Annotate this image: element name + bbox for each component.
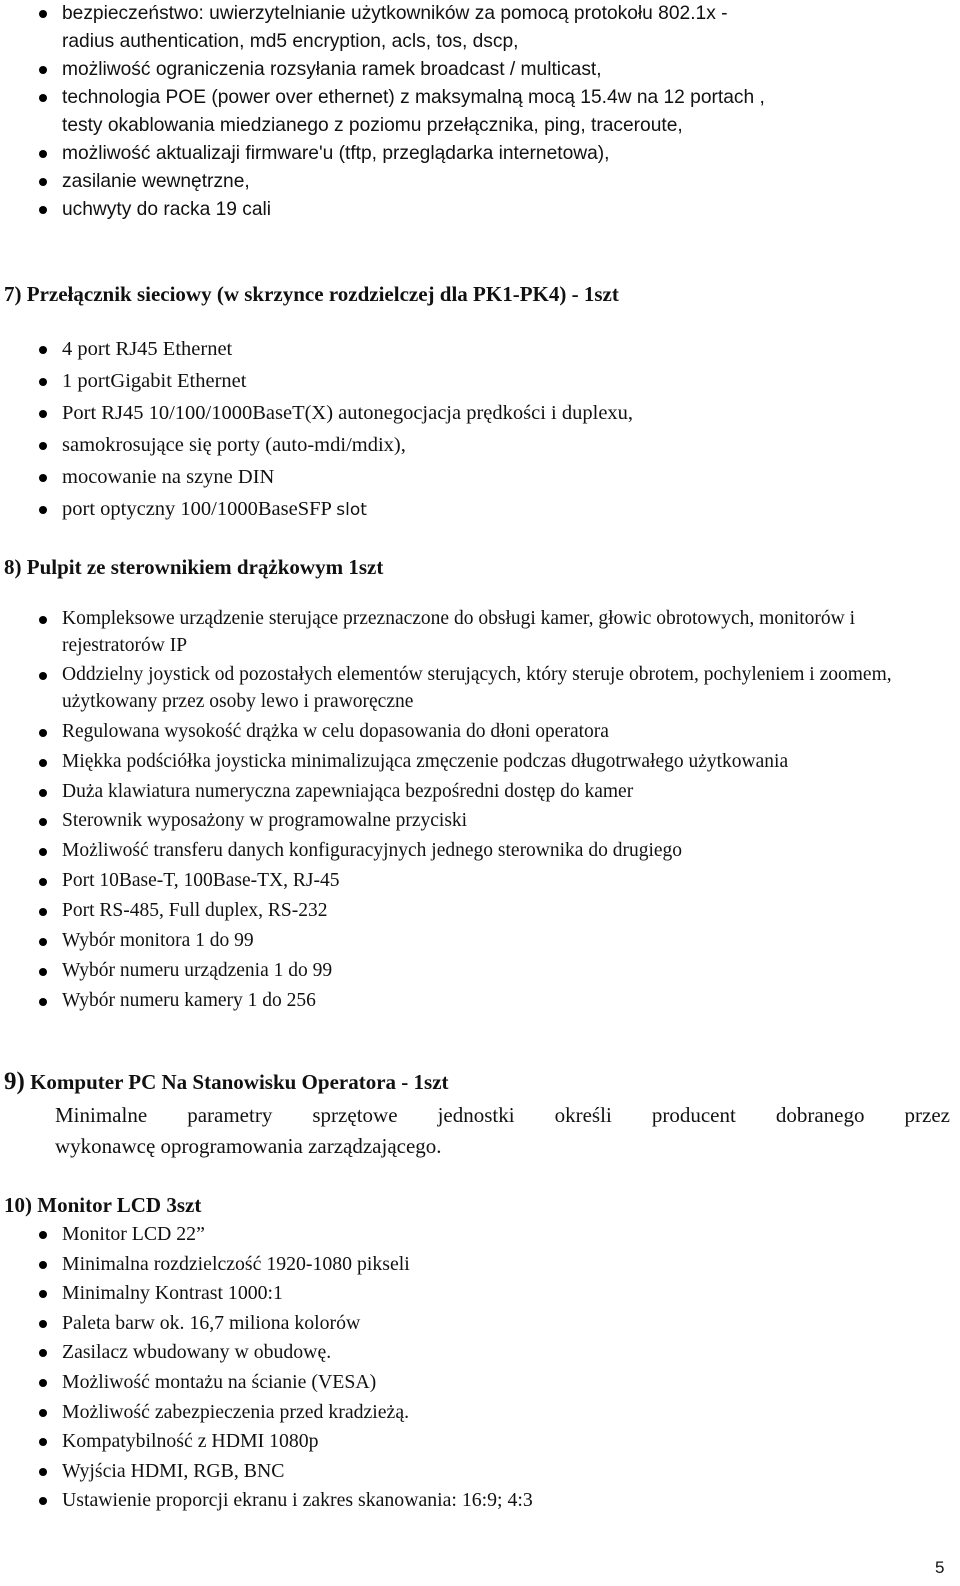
- list-item: Miękka podściółka joysticka minimalizująca zmęczenie podczas długotrwałego użytkowania: [62, 749, 942, 776]
- list-item: możliwość aktualizaji firmware'u (tftp, przeglądarka internetowa),: [62, 140, 952, 168]
- list-item: 1 portGigabit Ethernet: [62, 365, 942, 397]
- paragraph-line: Minimalne parametry sprzętowe jednostki określi producent dobranego przez: [55, 1103, 950, 1127]
- section-9-number: 9): [4, 1068, 25, 1095]
- list-item: uchwyty do racka 19 cali: [62, 196, 952, 224]
- list-item-text: port optyczny 100/1000BaseSFP: [62, 498, 332, 520]
- list-item: Paleta barw ok. 16,7 miliona kolorów: [62, 1309, 942, 1339]
- section-10-heading: 10) Monitor LCD 3szt: [4, 1193, 202, 1217]
- list-item: Wyjścia HDMI, RGB, BNC: [62, 1457, 942, 1487]
- list-item: Minimalna rozdzielczość 1920-1080 pikseli: [62, 1250, 942, 1280]
- list-item: Wybór monitora 1 do 99: [62, 928, 942, 955]
- list-item: technologia POE (power over ethernet) z maksymalną mocą 15.4w na 12 portach ,: [62, 84, 952, 112]
- list-item: Regulowana wysokość drążka w celu dopasowania do dłoni operatora: [62, 719, 942, 746]
- list-item: zasilanie wewnętrzne,: [62, 168, 952, 196]
- list-item: Port RS-485, Full duplex, RS-232: [62, 898, 942, 925]
- list-item: Duża klawiatura numeryczna zapewniająca bezpośredni dostęp do kamer: [62, 779, 942, 806]
- section-8-heading: 8) Pulpit ze sterownikiem drążkowym 1szt: [4, 555, 384, 579]
- list-item: Możliwość zabezpieczenia przed kradzieżą.: [62, 1398, 942, 1428]
- list-item: Port RJ45 10/100/1000BaseT(X) autonegocjacja prędkości i duplexu,: [62, 397, 942, 429]
- list-item: Port 10Base-T, 100Base-TX, RJ-45: [62, 868, 942, 895]
- list-item: Ustawienie proporcji ekranu i zakres skanowania: 16:9; 4:3: [62, 1486, 942, 1516]
- section-9-heading: [4, 1068, 449, 1096]
- list-item: Sterownik wyposażony w programowalne przyciski: [62, 808, 942, 835]
- list-item: Wybór numeru urządzenia 1 do 99: [62, 958, 942, 985]
- section-a-list: [62, 0, 952, 224]
- list-item: Możliwość transferu danych konfiguracyjnych jednego sterownika do drugiego: [62, 838, 942, 865]
- list-item: testy okablowania miedzianego z poziomu przełącznika, ping, traceroute,: [62, 115, 683, 136]
- list-item: Minimalny Kontrast 1000:1: [62, 1279, 942, 1309]
- page-number: 5: [935, 1558, 945, 1577]
- list-item: Monitor LCD 22”: [62, 1220, 942, 1250]
- list-item: Wybór numeru kamery 1 do 256: [62, 988, 942, 1015]
- list-item: 4 port RJ45 Ethernet: [62, 333, 942, 365]
- list-item-suffix: slot: [336, 500, 367, 520]
- section-7-list: [62, 333, 942, 526]
- list-item: możliwość ograniczenia rozsyłania ramek broadcast / multicast,: [62, 56, 952, 84]
- list-item: [62, 493, 942, 526]
- section-9-title: Komputer PC Na Stanowisku Operatora - 1szt: [30, 1070, 449, 1094]
- list-item: Kompleksowe urządzenie sterujące przeznaczone do obsługi kamer, głowic obrotowych, monitorów i rejestratorów IP: [62, 606, 942, 659]
- paragraph-line: wykonawcę oprogramowania zarządzającego.: [55, 1134, 442, 1158]
- list-item: Zasilacz wbudowany w obudowę.: [62, 1338, 942, 1368]
- section-8-list: [62, 606, 942, 1018]
- list-item: radius authentication, md5 encryption, acls, tos, dscp,: [62, 31, 519, 52]
- section-9-paragraph: [55, 1100, 950, 1162]
- list-item: Możliwość montażu na ścianie (VESA): [62, 1368, 942, 1398]
- section-7-heading: 7) Przełącznik sieciowy (w skrzynce rozdzielczej dla PK1-PK4) - 1szt: [4, 282, 619, 306]
- list-item: samokrosujące się porty (auto-mdi/mdix),: [62, 429, 942, 461]
- list-item: Oddzielny joystick od pozostałych elementów sterujących, który steruje obrotem, pochyleniem i zoomem, użytkowany przez osoby lewo i praworęczne: [62, 662, 942, 715]
- list-item: bezpieczeństwo: uwierzytelnianie użytkowników za pomocą protokołu 802.1x -: [62, 0, 952, 28]
- list-item: mocowanie na szyne DIN: [62, 461, 942, 493]
- list-item: Kompatybilność z HDMI 1080p: [62, 1427, 942, 1457]
- section-10-list: [62, 1220, 942, 1516]
